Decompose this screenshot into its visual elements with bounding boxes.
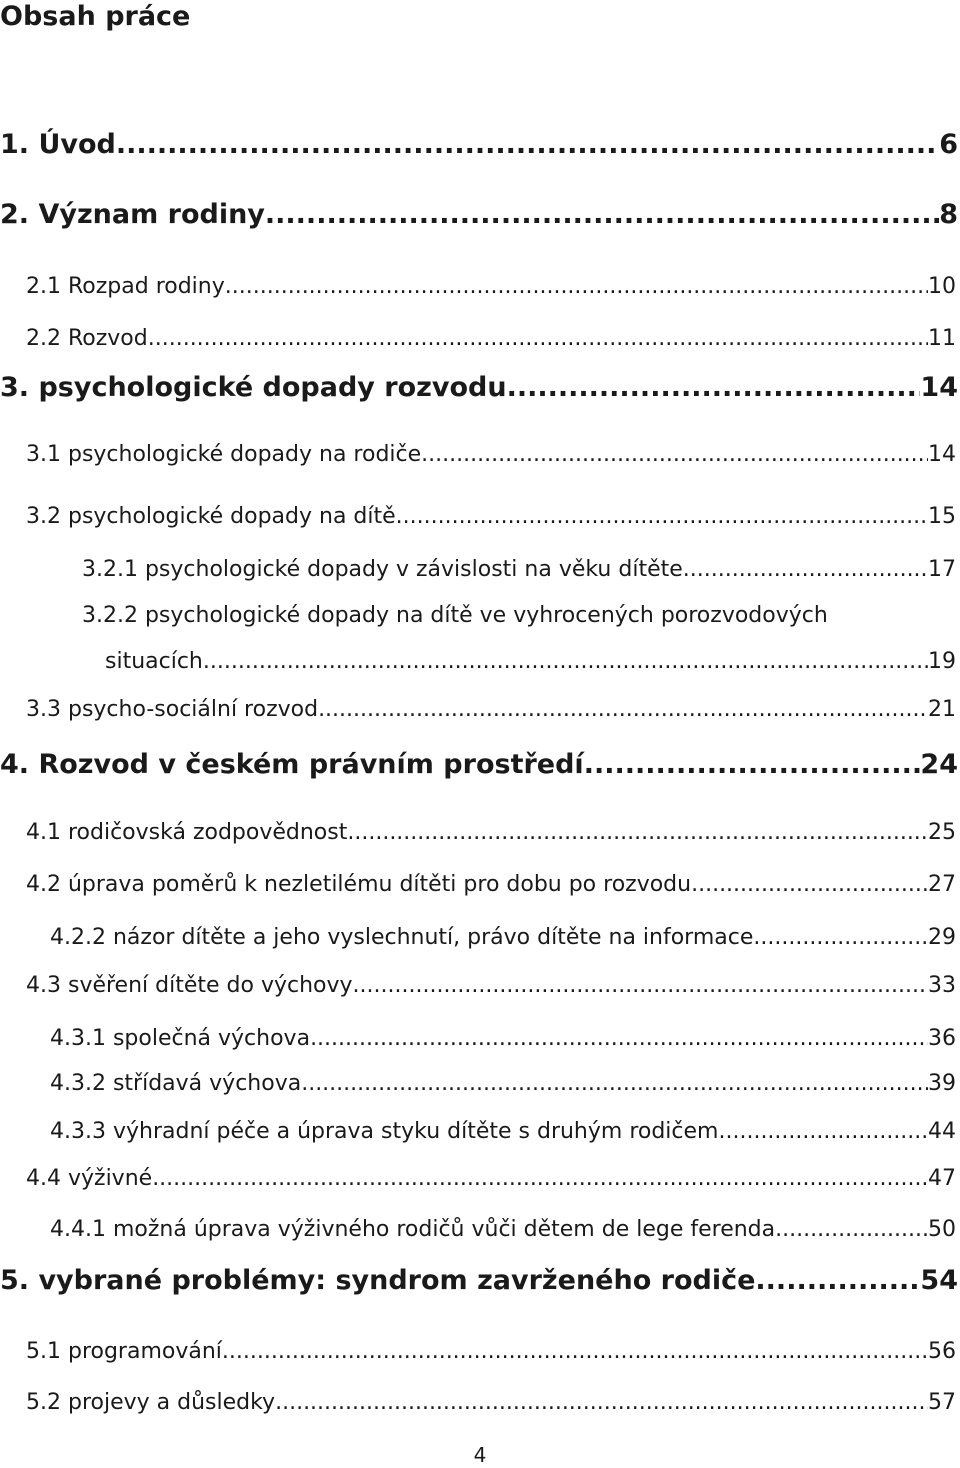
toc-leader-dots: [203, 647, 928, 677]
page-title: Obsah práce: [0, 1, 191, 32]
toc-entry-uprava-pomeru[interactable]: [26, 870, 956, 900]
toc-entry-rodicovska-zodpovednost[interactable]: [26, 818, 956, 848]
toc-entry-page: 14: [928, 442, 956, 467]
toc-leader-dots: [683, 555, 928, 585]
toc-leader-dots: [347, 818, 928, 848]
toc-entry-psycho-socialni-rozvod[interactable]: [26, 695, 956, 725]
toc-entry-text: 3.2 psychologické dopady na dítě: [26, 504, 396, 529]
toc-entry-text: 4. Rozvod v českém právním prostředí: [0, 749, 584, 780]
toc-leader-dots: [396, 502, 928, 532]
toc-entry-text: 4.1 rodičovská zodpovědnost: [26, 820, 348, 845]
toc-entry-text: 4.3.3 výhradní péče a úprava styku dítěte s druhým rodičem: [50, 1119, 719, 1144]
toc-entry-text: 5.1 programování: [26, 1339, 222, 1364]
toc-leader-dots: [275, 1388, 928, 1418]
toc-entry-dopady-na-rodice[interactable]: [26, 440, 956, 470]
toc-entry-page: 17: [928, 557, 956, 582]
page-number: 4: [473, 1443, 487, 1467]
toc-entry-page: 19: [928, 649, 956, 674]
toc-entry-vyhrocene-situace[interactable]: [105, 647, 956, 677]
toc-entry-text: 5.2 projevy a důsledky: [26, 1390, 276, 1415]
toc-leader-dots: [152, 1164, 928, 1194]
toc-entry-text: 2.1 Rozpad rodiny: [26, 274, 225, 299]
toc-leader-dots: [775, 1215, 928, 1245]
toc-entry-text: 1. Úvod: [0, 129, 116, 160]
toc-entry-page: 25: [928, 820, 956, 845]
toc-entry-page: 33: [928, 973, 956, 998]
toc-entry-text: 4.4.1 možná úprava výživného rodičů vůči dětem de lege ferenda: [50, 1217, 776, 1242]
toc-entry-rozvod[interactable]: [26, 324, 956, 354]
toc-entry-page: 56: [928, 1339, 956, 1364]
toc-entry-text: 4.2.2 názor dítěte a jeho vyslechnutí, právo dítěte na informace: [50, 925, 754, 950]
toc-entry-nazor-ditete[interactable]: [50, 923, 956, 953]
toc-entry-syndrom-zavrzeneho-rodice[interactable]: [0, 1264, 958, 1298]
toc-leader-dots: [116, 128, 939, 162]
toc-entry-page: 10: [928, 274, 956, 299]
toc-entry-page: 39: [928, 1071, 956, 1096]
toc-entry-text: 2. Význam rodiny: [0, 199, 265, 230]
toc-leader-dots: [318, 695, 928, 725]
toc-entry-spolecna-vychova[interactable]: [50, 1024, 956, 1054]
toc-leader-dots: [753, 923, 928, 953]
toc-entry-dopady-vek-ditete[interactable]: [82, 555, 956, 585]
toc-leader-dots: [691, 870, 928, 900]
toc-entry-rozvod-pravni-prostredi[interactable]: [0, 748, 958, 782]
toc-leader-dots: [148, 324, 928, 354]
toc-entry-stridava-vychova[interactable]: [50, 1069, 956, 1099]
toc-entry-uvod[interactable]: [0, 128, 958, 162]
toc-entry-vyzivne[interactable]: [26, 1164, 956, 1194]
toc-entry-page: 6: [939, 129, 958, 160]
toc-leader-dots: [225, 272, 928, 302]
toc-entry-text: situacích: [105, 649, 203, 674]
toc-entry-text: 2.2 Rozvod: [26, 326, 148, 351]
toc-leader-dots: [222, 1337, 928, 1367]
toc-entry-page: 27: [928, 872, 956, 897]
toc-entry-page: 29: [928, 925, 956, 950]
toc-leader-dots: [301, 1069, 928, 1099]
toc-leader-dots: [421, 440, 928, 470]
toc-entry-page: 54: [920, 1265, 958, 1296]
toc-entry-text: 5. vybrané problémy: syndrom zavrženého rodiče: [0, 1265, 756, 1296]
toc-entry-text: 3.3 psycho-sociální rozvod: [26, 697, 319, 722]
toc-entry-text: 3.2.1 psychologické dopady v závislosti na věku dítěte: [82, 557, 683, 582]
toc-entry-vyhradni-pece[interactable]: [50, 1117, 956, 1147]
toc-leader-dots: [507, 371, 921, 405]
toc-entry-text: 4.3.2 střídavá výchova: [50, 1071, 302, 1096]
toc-entry-projevy-a-dusledky[interactable]: [26, 1388, 956, 1418]
toc-entry-sverenii-ditete[interactable]: [26, 971, 956, 1001]
toc-entry-psychologicke-dopady-rozvodu[interactable]: [0, 371, 958, 405]
toc-entry-page: 14: [920, 372, 958, 403]
toc-entry-text: 4.2 úprava poměrů k nezletilému dítěti pro dobu po rozvodu: [26, 872, 692, 897]
toc-entry-rozpad-rodiny[interactable]: [26, 272, 956, 302]
toc-entry-page: 11: [928, 326, 956, 351]
toc-entry-dopady-na-dite[interactable]: [26, 502, 956, 532]
toc-entry-page: 47: [928, 1166, 956, 1191]
toc-leader-dots: [584, 748, 921, 782]
toc-entry-page: 24: [920, 749, 958, 780]
toc-entry-text: 4.3.1 společná výchova: [50, 1026, 311, 1051]
toc-entry-text: 4.3 svěření dítěte do výchovy: [26, 973, 353, 998]
toc-entry-text: 3.1 psychologické dopady na rodiče: [26, 442, 422, 467]
toc-entry-vyhrocene-situace-line1[interactable]: 3.2.2 psychologické dopady na dítě ve vyhrocených porozvodových: [82, 603, 828, 628]
toc-leader-dots: [755, 1264, 920, 1298]
toc-entry-page: 57: [928, 1390, 956, 1415]
toc-entry-page: 50: [928, 1217, 956, 1242]
toc-entry-page: 44: [928, 1119, 956, 1144]
toc-leader-dots: [353, 971, 928, 1001]
toc-entry-text: 4.4 výživné: [26, 1166, 153, 1191]
toc-entry-text: 3. psychologické dopady rozvodu: [0, 372, 507, 403]
toc-entry-uprava-vyzivneho[interactable]: [50, 1215, 956, 1245]
toc-leader-dots: [718, 1117, 928, 1147]
toc-entry-vyznam-rodiny[interactable]: [0, 198, 958, 232]
toc-leader-dots: [310, 1024, 928, 1054]
toc-leader-dots: [265, 198, 939, 232]
toc-entry-page: 15: [928, 504, 956, 529]
toc-entry-programovani[interactable]: [26, 1337, 956, 1367]
toc-entry-page: 21: [928, 697, 956, 722]
toc-entry-page: 36: [928, 1026, 956, 1051]
toc-entry-page: 8: [939, 199, 958, 230]
